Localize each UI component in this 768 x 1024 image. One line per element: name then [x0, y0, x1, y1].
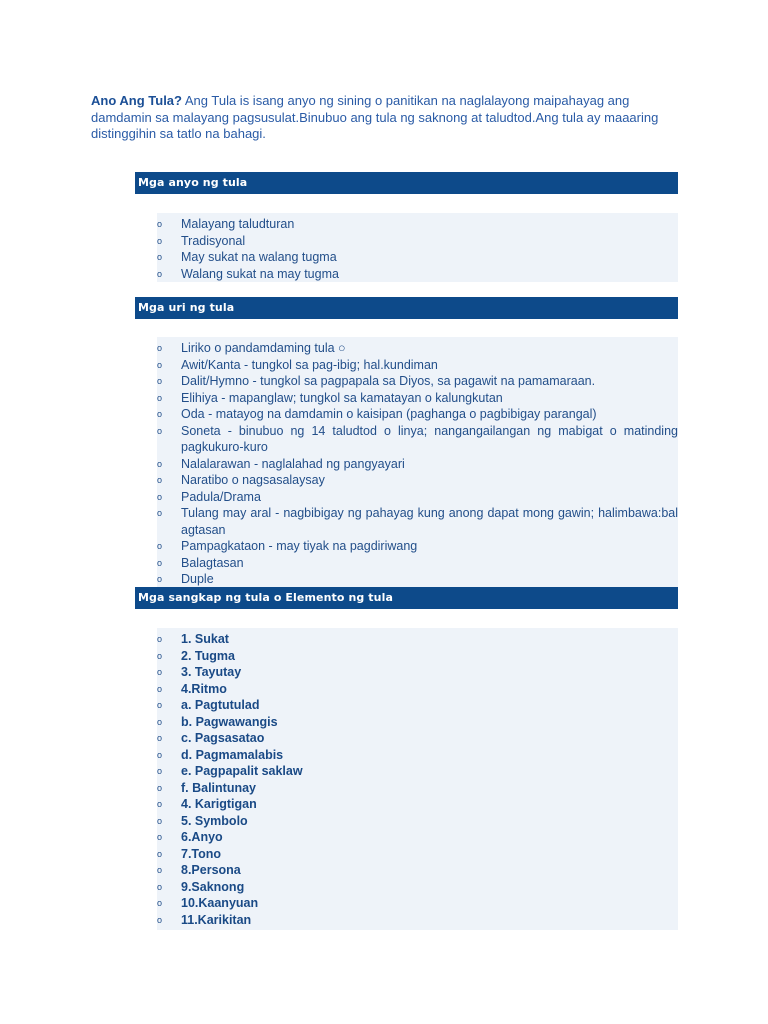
list-item	[157, 472, 678, 489]
bullet-icon: o	[157, 425, 163, 436]
bullet-icon: o	[157, 268, 163, 279]
bullet-icon: o	[157, 667, 163, 677]
list-item	[157, 763, 678, 780]
list-item	[157, 340, 678, 357]
list-item	[157, 266, 678, 283]
section-header: Mga uri ng tula	[135, 297, 678, 319]
list-item-text: Soneta - binubuo ng 14 taludtod o linya; nangangailangan ng mabigat o matinding pagkukuro-kuro	[181, 423, 678, 454]
bullet-icon: o	[157, 848, 163, 859]
list-item	[157, 373, 678, 390]
bullet-icon: o	[157, 508, 163, 518]
bullet-icon: o	[157, 865, 163, 875]
bullet-icon: o	[157, 898, 163, 908]
list-item	[157, 664, 678, 681]
bullet-icon: o	[157, 541, 163, 551]
bullet-icon: o	[157, 219, 163, 229]
list-item	[157, 862, 678, 879]
bullet-icon: o	[157, 914, 163, 925]
list-item	[157, 571, 678, 588]
list-item-text: f. Balintunay	[181, 780, 257, 795]
bullet-icon: o	[157, 359, 163, 370]
bullet-icon: o	[157, 343, 163, 353]
bullet-icon: o	[157, 458, 163, 469]
list-item	[157, 216, 678, 233]
list-item-text: Duple	[181, 572, 214, 586]
intro-paragraph	[91, 93, 671, 143]
section-uri	[135, 297, 678, 586]
list-item	[157, 681, 678, 698]
list-item-text: Nalalarawan - naglalahad ng pangyayari	[181, 456, 405, 471]
list-item	[157, 233, 678, 250]
list-item-text: b. Pagwawangis	[181, 714, 278, 729]
list-item-text: 10.Kaanyuan	[181, 896, 259, 910]
bullet-icon: o	[157, 749, 163, 760]
list-item-text: 5. Symbolo	[181, 813, 248, 828]
list-item-text: Dalit/Hymno - tungkol sa pagpapala sa Diyos, sa pagawit na pamamaraan.	[181, 374, 596, 388]
list-item-text: Liriko o pandamdaming tula ○	[181, 341, 346, 355]
list-item	[157, 249, 678, 266]
list-item-text: 8.Persona	[181, 863, 241, 877]
section-header: Mga sangkap ng tula o Elemento ng tula	[135, 587, 678, 609]
list-item-text: Balagtasan	[181, 555, 244, 570]
list-item-text: Naratibo o nagsasalaysay	[181, 473, 325, 487]
list-item	[157, 423, 678, 456]
list-item	[157, 730, 678, 747]
list-item-text: Awit/Kanta - tungkol sa pag-ibig; hal.kundiman	[181, 357, 438, 372]
list-item-text: Walang sukat na may tugma	[181, 266, 339, 281]
bullet-icon: o	[157, 475, 163, 485]
section-list	[157, 213, 678, 282]
list-item-text: Tulang may aral - nagbibigay ng pahayag kung anong dapat mong gawin; halimbawa:bal agtasan	[181, 506, 678, 537]
list-item-text: a. Pagtutulad	[181, 698, 260, 712]
list-item-text: Tradisyonal	[181, 233, 246, 248]
bullet-icon: o	[157, 491, 163, 502]
section-list	[157, 337, 678, 589]
list-item	[157, 648, 678, 665]
section-header: Mga anyo ng tula	[135, 172, 678, 194]
bullet-icon: o	[157, 634, 163, 644]
list-item-text: 7.Tono	[181, 846, 222, 861]
bullet-icon: o	[157, 557, 163, 568]
bullet-icon: o	[157, 815, 163, 826]
list-item-text: 3. Tayutay	[181, 665, 242, 679]
list-item-text: 4. Karigtigan	[181, 797, 257, 811]
bullet-icon: o	[157, 799, 163, 809]
list-item	[157, 813, 678, 830]
list-item	[157, 390, 678, 407]
list-item	[157, 697, 678, 714]
list-item-text: 1. Sukat	[181, 632, 229, 646]
bullet-icon: o	[157, 782, 163, 793]
list-item-text: 9.Saknong	[181, 879, 245, 894]
list-item	[157, 555, 678, 572]
intro-lead: Ano Ang Tula?	[91, 93, 182, 108]
list-item	[157, 912, 678, 929]
list-item	[157, 714, 678, 731]
list-item-text: 11.Karikitan	[181, 912, 252, 927]
list-item	[157, 456, 678, 473]
bullet-icon: o	[157, 683, 163, 694]
bullet-icon: o	[157, 733, 163, 743]
section-anyo	[135, 172, 678, 281]
list-item-text: 2. Tugma	[181, 648, 235, 663]
bullet-icon: o	[157, 252, 163, 262]
list-item-text: 6.Anyo	[181, 830, 223, 844]
bullet-icon: o	[157, 409, 163, 419]
list-item	[157, 631, 678, 648]
bullet-icon: o	[157, 574, 163, 584]
list-item	[157, 846, 678, 863]
list-item	[157, 489, 678, 506]
list-item-text: d. Pagmamalabis	[181, 747, 284, 762]
intro-text: Ang Tula is isang anyo ng sining o panitikan na naglalayong maipahayag ang damdamin sa malayang pagsusulat.Binubuo ang tula ng saknong at taludtod.Ang tula ay maaaring distinggihin sa tatlo na bahagi.	[91, 93, 659, 141]
bullet-icon: o	[157, 235, 163, 246]
list-item	[157, 538, 678, 555]
list-item-text: Malayang taludturan	[181, 217, 295, 231]
list-item	[157, 895, 678, 912]
list-item-text: e. Pagpapalit saklaw	[181, 764, 303, 778]
list-item	[157, 879, 678, 896]
bullet-icon: o	[157, 766, 163, 776]
list-item	[157, 780, 678, 797]
list-item-text: May sukat na walang tugma	[181, 250, 337, 264]
list-item	[157, 796, 678, 813]
list-item-text: Oda - matayog na damdamin o kaisipan (paghanga o pagbibigay parangal)	[181, 407, 597, 421]
list-item-text: Pampagkataon - may tiyak na pagdiriwang	[181, 539, 418, 553]
bullet-icon: o	[157, 376, 163, 386]
section-sangkap	[135, 587, 678, 927]
list-item-text: Elihiya - mapanglaw; tungkol sa kamatayan o kalungkutan	[181, 390, 503, 405]
list-item	[157, 505, 678, 538]
list-item-text: c. Pagsasatao	[181, 731, 265, 745]
bullet-icon: o	[157, 392, 163, 403]
bullet-icon: o	[157, 716, 163, 727]
bullet-icon: o	[157, 700, 163, 710]
bullet-icon: o	[157, 881, 163, 892]
bullet-icon: o	[157, 650, 163, 661]
list-item	[157, 406, 678, 423]
list-item-text: Padula/Drama	[181, 489, 261, 504]
section-list	[157, 628, 678, 930]
bullet-icon: o	[157, 832, 163, 842]
list-item-text: 4.Ritmo	[181, 681, 227, 696]
list-item	[157, 357, 678, 374]
list-item	[157, 747, 678, 764]
list-item	[157, 829, 678, 846]
